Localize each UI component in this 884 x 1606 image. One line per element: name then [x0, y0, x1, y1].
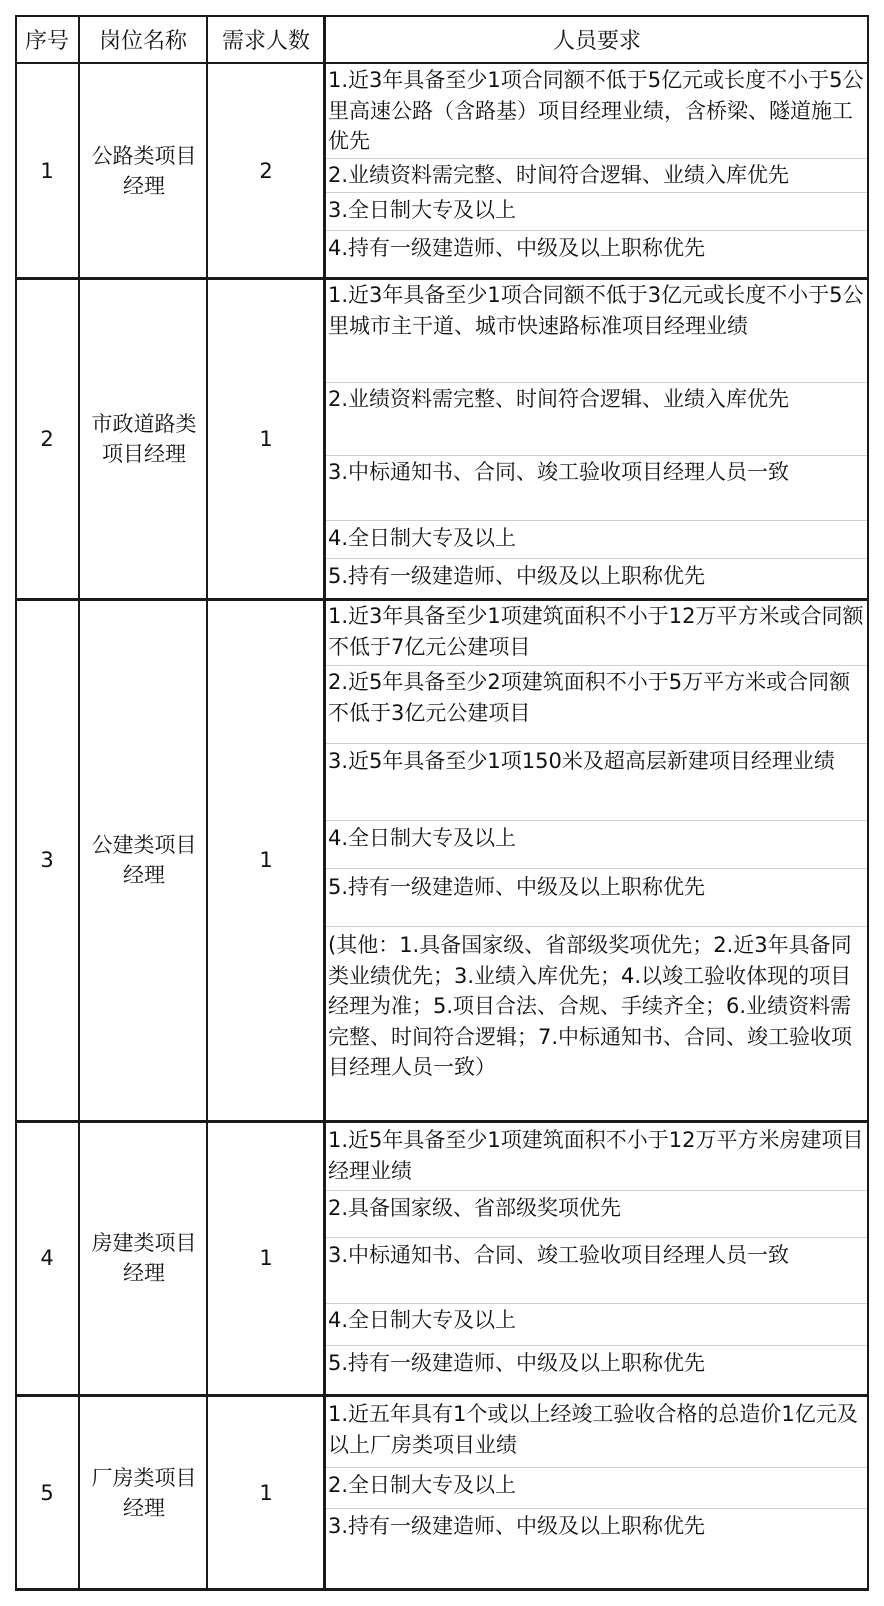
separator — [325, 743, 869, 744]
border-right — [867, 15, 869, 1591]
border-col — [323, 15, 326, 1591]
row-4-count: 1 — [259, 1246, 273, 1270]
row-1-req-3: 3.全日制大专及以上 — [328, 198, 517, 222]
border-row — [15, 1394, 869, 1397]
separator — [325, 820, 869, 821]
separator — [325, 1345, 869, 1346]
requirements-table — [15, 15, 869, 1591]
row-4-req-3: 3.中标通知书、合同、竣工验收项目经理人员一致 — [328, 1243, 790, 1267]
row-3-count: 1 — [259, 848, 273, 872]
border-col — [206, 15, 208, 1591]
row-2-position: 市政道路类项目经理 — [91, 411, 197, 466]
row-4-position: 房建类项目经理 — [91, 1231, 197, 1285]
row-1-no: 1 — [40, 158, 54, 183]
border-row — [15, 1120, 869, 1123]
row-5-no: 5 — [40, 1480, 54, 1505]
header-count: 需求人数 — [221, 28, 310, 54]
row-3-req-6: (其他：1.具备国家级、省部级奖项优先；2.近3年具备同类业绩优先；3.业绩入库优先；4.以竣工验收体现的项目经理为准；5.项目合法、合规、手续齐全；6.业绩资料需完整、时间符合逻辑；7.中标通知书、合同、竣工验收项目经理人员一致） — [328, 933, 853, 1079]
row-5-req-1: 1.近五年具有1个或以上经竣工验收合格的总造价1亿元及以上厂房类项目业绩 — [328, 1402, 858, 1457]
row-2-req-4: 4.全日制大专及以上 — [328, 526, 517, 550]
separator — [325, 926, 869, 927]
row-2-req-2: 2.业绩资料需完整、时间符合逻辑、业绩入库优先 — [328, 387, 790, 411]
row-4-req-1: 1.近5年具备至少1项建筑面积不小于12万平方米房建项目经理业绩 — [328, 1128, 864, 1183]
separator — [325, 1237, 869, 1238]
row-3-no: 3 — [40, 848, 54, 872]
row-2-req-3: 3.中标通知书、合同、竣工验收项目经理人员一致 — [328, 460, 790, 484]
row-5-position: 厂房类项目经理 — [91, 1465, 197, 1520]
row-2-no: 2 — [40, 426, 54, 451]
separator — [325, 1303, 869, 1304]
border-bottom — [15, 1588, 869, 1591]
border-row — [15, 277, 869, 280]
row-2-count: 1 — [259, 426, 273, 451]
separator — [325, 455, 869, 456]
separator — [325, 665, 869, 666]
separator — [325, 158, 869, 159]
separator — [325, 382, 869, 383]
row-3-req-5: 5.持有一级建造师、中级及以上职称优先 — [328, 875, 706, 899]
header-requirements: 人员要求 — [552, 28, 641, 54]
row-5-count: 1 — [259, 1480, 273, 1505]
separator — [325, 230, 869, 231]
row-2-req-5: 5.持有一级建造师、中级及以上职称优先 — [328, 564, 706, 588]
row-4-req-5: 5.持有一级建造师、中级及以上职称优先 — [328, 1351, 706, 1375]
row-3-position: 公建类项目经理 — [91, 833, 197, 887]
row-3-req-3: 3.近5年具备至少1项150米及超高层新建项目经理业绩 — [328, 749, 835, 773]
separator — [325, 868, 869, 869]
header-no: 序号 — [24, 28, 69, 54]
row-1-req-4: 4.持有一级建造师、中级及以上职称优先 — [328, 236, 706, 260]
row-2-req-1: 1.近3年具备至少1项合同额不低于3亿元或长度不小于5公里城市主干道、城市快速路标准项目经理业绩 — [328, 283, 864, 338]
header-position: 岗位名称 — [98, 28, 187, 54]
row-4-req-2: 2.具备国家级、省部级奖项优先 — [328, 1196, 622, 1220]
row-4-req-4: 4.全日制大专及以上 — [328, 1308, 517, 1332]
separator — [325, 192, 869, 193]
row-1-req-2: 2.业绩资料需完整、时间符合逻辑、业绩入库优先 — [328, 163, 790, 187]
row-3-req-1: 1.近3年具备至少1项建筑面积不小于12万平方米或合同额不低于7亿元公建项目 — [328, 604, 864, 659]
separator — [325, 520, 869, 521]
border-left — [15, 15, 17, 1591]
separator — [325, 1190, 869, 1191]
row-1-req-1: 1.近3年具备至少1项合同额不低于5亿元或长度不小于5公里高速公路（含路基）项目经理业绩，含桥梁、隧道施工优先 — [328, 68, 864, 153]
separator — [325, 1508, 869, 1509]
row-5-req-2: 2.全日制大专及以上 — [328, 1473, 517, 1497]
row-1-count: 2 — [259, 158, 273, 183]
border-header — [15, 62, 869, 64]
separator — [325, 1467, 869, 1468]
row-4-no: 4 — [40, 1246, 54, 1270]
border-row — [15, 598, 869, 601]
separator — [325, 558, 869, 559]
row-3-req-2: 2.近5年具备至少2项建筑面积不小于5万平方米或合同额不低于3亿元公建项目 — [328, 670, 851, 725]
row-1-position: 公路类项目经理 — [91, 143, 197, 198]
border-top — [15, 15, 869, 17]
row-5-req-3: 3.持有一级建造师、中级及以上职称优先 — [328, 1514, 706, 1538]
row-3-req-4: 4.全日制大专及以上 — [328, 826, 517, 850]
border-col — [78, 15, 80, 1591]
